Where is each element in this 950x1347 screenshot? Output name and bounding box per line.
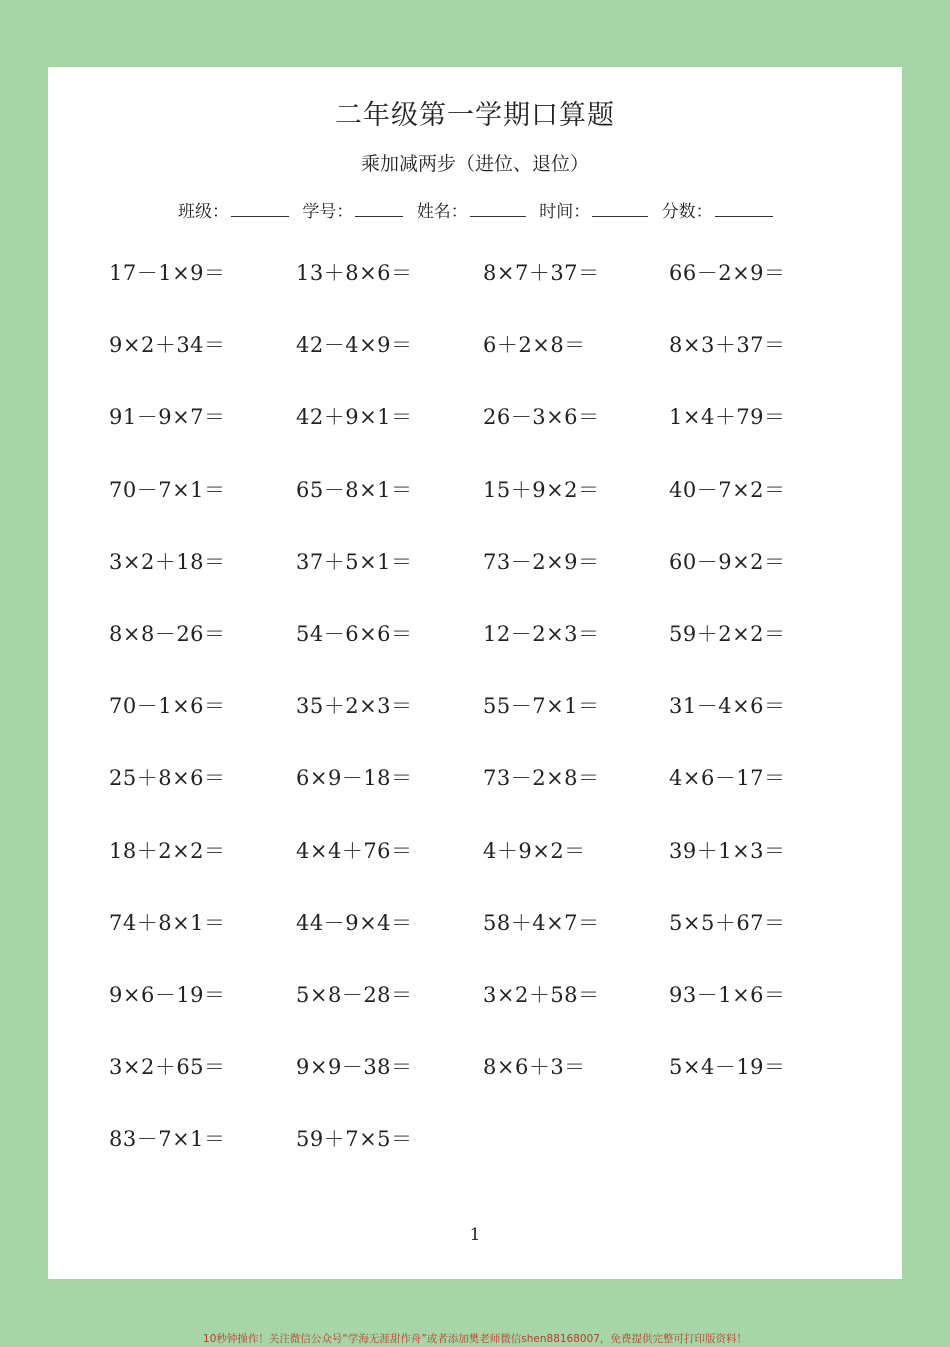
promo-footer: 10秒钟操作！关注微信公众号“学海无涯甜作舟”或者添加樊老师微信shen88168007，免费提供完整可打印版资料！ xyxy=(203,1333,747,1345)
problem-item: 44－9×4＝ xyxy=(296,910,413,935)
problem-item: 9×2＋34＝ xyxy=(109,333,226,358)
problem-item: 9×6－19＝ xyxy=(109,983,226,1007)
problem-item: 17－1×9＝ xyxy=(109,261,226,285)
problem-item: 18＋2×2＝ xyxy=(109,838,226,863)
problem-item: 8×7＋37＝ xyxy=(483,261,600,285)
student-number-label: 学号： xyxy=(302,202,354,222)
problem-item: 25＋8×6＝ xyxy=(109,766,226,791)
problem-item: 39＋1×3＝ xyxy=(669,838,786,863)
problem-item: 83－7×1＝ xyxy=(109,1127,226,1152)
problem-item: 93－1×6＝ xyxy=(669,983,786,1007)
problem-item: 6×9－18＝ xyxy=(296,766,413,791)
problem-item: 91－9×7＝ xyxy=(109,405,226,430)
problem-item: 3×2＋65＝ xyxy=(109,1055,226,1080)
problem-item: 8×3＋37＝ xyxy=(669,333,786,358)
problem-item: 37＋5×1＝ xyxy=(296,549,413,574)
problem-item: 55－7×1＝ xyxy=(483,694,600,719)
score-label: 分数： xyxy=(661,202,713,222)
problem-item: 9×9－38＝ xyxy=(296,1055,413,1080)
problem-item: 13＋8×6＝ xyxy=(296,261,413,285)
problem-item: 5×5＋67＝ xyxy=(669,910,786,935)
problem-item: 59＋7×5＝ xyxy=(296,1127,413,1152)
problem-item: 74＋8×1＝ xyxy=(109,910,226,935)
problem-item: 66－2×9＝ xyxy=(669,261,786,285)
worksheet-page xyxy=(48,67,902,1279)
problem-item: 65－8×1＝ xyxy=(296,477,413,502)
problem-grid xyxy=(48,67,902,1279)
problem-item: 12－2×3＝ xyxy=(483,622,600,646)
problem-item: 5×8－28＝ xyxy=(296,983,413,1007)
problem-item: 26－3×6＝ xyxy=(483,405,600,430)
time-label: 时间： xyxy=(539,202,591,222)
problem-item: 40－7×2＝ xyxy=(669,477,786,502)
problem-item: 5×4－19＝ xyxy=(669,1055,786,1080)
problem-item: 58＋4×7＝ xyxy=(483,910,600,935)
problem-item: 4×6－17＝ xyxy=(669,766,786,791)
problem-item: 4＋9×2＝ xyxy=(483,838,586,863)
problem-item: 4×4＋76＝ xyxy=(296,838,413,863)
page-subtitle: 乘加减两步（进位、退位） xyxy=(360,153,589,175)
problem-item: 15＋9×2＝ xyxy=(483,477,600,502)
page-number: 1 xyxy=(469,1225,481,1245)
problem-item: 8×8－26＝ xyxy=(109,622,226,646)
class-label: 班级： xyxy=(178,202,229,222)
page-title: 二年级第一学期口算题 xyxy=(335,100,615,131)
problem-item: 70－1×6＝ xyxy=(109,694,226,719)
name-label: 姓名： xyxy=(416,202,468,222)
problem-item: 6＋2×8＝ xyxy=(483,333,586,358)
problem-item: 70－7×1＝ xyxy=(109,477,226,502)
problem-item: 54－6×6＝ xyxy=(296,622,413,646)
problem-item: 42－4×9＝ xyxy=(296,333,413,358)
problem-item: 35＋2×3＝ xyxy=(296,694,413,719)
problem-item: 3×2＋18＝ xyxy=(109,549,226,574)
problem-item: 3×2＋58＝ xyxy=(483,983,600,1007)
problem-item: 42＋9×1＝ xyxy=(296,405,413,430)
problem-item: 8×6＋3＝ xyxy=(483,1055,586,1080)
problem-item: 73－2×9＝ xyxy=(483,549,600,574)
problem-item: 1×4＋79＝ xyxy=(669,405,786,430)
problem-item: 60－9×2＝ xyxy=(669,549,786,574)
problem-item: 31－4×6＝ xyxy=(669,694,786,719)
problem-item: 59＋2×2＝ xyxy=(669,622,786,646)
problem-item: 73－2×8＝ xyxy=(483,766,600,791)
